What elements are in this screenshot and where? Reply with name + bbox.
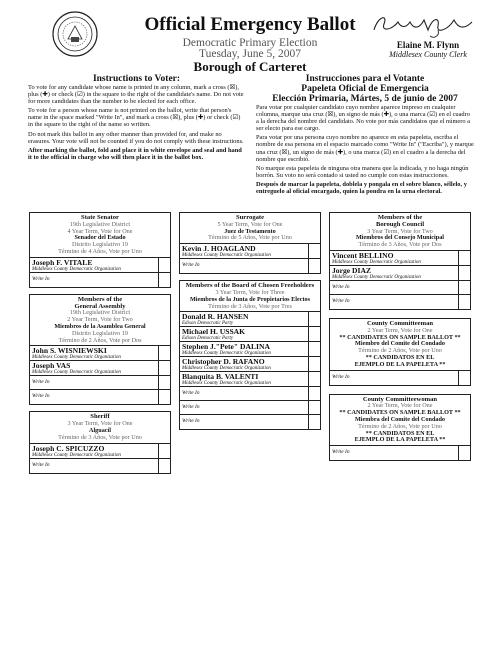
- candidate-row: [180, 357, 320, 372]
- election-date: Tuesday, June 5, 2007: [198, 48, 301, 60]
- candidate-name: Joseph C. SPICUZZO: [32, 443, 105, 453]
- candidate-party: Middlesex County Democratic Organization: [32, 370, 121, 376]
- write-in-row[interactable]: [30, 390, 170, 404]
- candidate-party: Middlesex County Democratic Organization: [182, 366, 271, 372]
- vote-checkbox[interactable]: [158, 258, 170, 272]
- race-term-es: Término de 3 Años, Vote por Tres: [208, 302, 292, 310]
- candidate-row: [180, 372, 320, 387]
- instruction-para: To vote for a person whose name is not printed on the ballot, write that person's name in the space marked "Write In", and mark a cross (☒), plus (✚) or check (☑) in the square to the right of the name so written.: [28, 107, 241, 129]
- clerk-signature-icon: [368, 10, 478, 40]
- vote-checkbox[interactable]: [158, 273, 170, 287]
- instructions-heading: Instrucciones para el Votante: [305, 74, 425, 84]
- race-borough-council: [329, 212, 471, 310]
- vote-checkbox[interactable]: [458, 446, 470, 460]
- vote-checkbox[interactable]: [158, 361, 170, 375]
- candidate-row: [180, 244, 320, 259]
- write-in-row[interactable]: [330, 295, 470, 309]
- candidate-name: Kevin J. HOAGLAND: [182, 244, 256, 254]
- vote-checkbox[interactable]: [158, 459, 170, 473]
- race-title-es: Miembros del Consejo Municipal: [355, 234, 445, 242]
- vote-checkbox[interactable]: [158, 390, 170, 404]
- race-title-es: Miembra del Comite del Condado: [354, 415, 446, 423]
- race-district-es: Distrito Legislativo 19: [71, 241, 129, 249]
- instruction-para: Do not mark this ballot in any other manner than provided for, and make no erasures. Your vote will not be counted if you do not comply with these instructions.: [28, 130, 244, 145]
- race-title-es: Miembros de la Asamblea General: [54, 322, 146, 330]
- vote-checkbox[interactable]: [308, 327, 320, 341]
- write-in-label: Write In: [32, 393, 50, 400]
- race-term: 3 Year Term, Vote for Three: [215, 288, 285, 296]
- write-in-row[interactable]: [180, 387, 320, 401]
- candidate-row: [30, 346, 170, 361]
- race-surrogate: [179, 212, 321, 274]
- race-district-es: Distrito Legislativo 19: [71, 329, 129, 337]
- write-in-label: Write In: [32, 275, 50, 282]
- vote-checkbox[interactable]: [308, 259, 320, 273]
- race-general-assembly: [29, 294, 171, 406]
- candidate-name: Vincent BELLINO: [332, 250, 394, 260]
- candidate-party: Middlesex County Democratic Organization: [332, 259, 421, 265]
- sample-ballot-notice: ** CANDIDATES ON SAMPLE BALLOT **: [339, 333, 461, 341]
- race-title-es: Alguacil: [88, 426, 111, 434]
- race-term-es: Término de 3 Años, Vote por Dos: [358, 241, 442, 249]
- sample-ballot-notice-es: ** CANDIDATOS EN EL: [365, 353, 435, 361]
- sample-ballot-notice: ** CANDIDATES ON SAMPLE BALLOT **: [339, 409, 461, 417]
- write-in-row[interactable]: [330, 281, 470, 295]
- clerk-block: [368, 40, 488, 60]
- vote-checkbox[interactable]: [308, 387, 320, 400]
- race-title: County Committeewoman: [362, 395, 438, 403]
- vote-checkbox[interactable]: [158, 346, 170, 360]
- candidate-party: Middlesex County Democratic Organization: [32, 452, 121, 458]
- instruction-para: No marque esta papeleta de ninguna otra manera que la indicada, y no haga ningún borrón. Su voto no será contado si usted no cumple con estas instrucciones.: [256, 164, 469, 179]
- candidate-party: Middlesex County Democratic Organization: [182, 351, 271, 357]
- ballot-column-2: [179, 212, 321, 430]
- race-title-es: Miembro del Comite del Condado: [355, 340, 445, 348]
- candidate-name: Stephen J."Pete" DALINA: [182, 342, 270, 352]
- race-term: 3 Year Term, Vote for One: [67, 420, 133, 428]
- write-in-label: Write In: [182, 404, 200, 411]
- vote-checkbox[interactable]: [158, 444, 170, 458]
- write-in-label: Write In: [182, 418, 200, 425]
- ballot-column-1: [29, 212, 171, 474]
- candidate-party: Middlesex County Democratic Organization: [182, 253, 271, 259]
- race-title: Sheriff: [90, 413, 110, 421]
- ballot-title: Official Emergency Ballot: [144, 14, 356, 35]
- candidate-name: Donald R. HANSEN: [182, 312, 249, 322]
- race-state-senator: [29, 212, 171, 288]
- race-title: Members of the: [377, 214, 423, 221]
- race-title: Borough Council: [375, 220, 425, 228]
- candidate-party: Middlesex County Democratic Organization: [332, 274, 421, 280]
- candidate-row: [180, 312, 320, 327]
- vote-checkbox[interactable]: [458, 295, 470, 309]
- race-term-es: Término de 2 Años, Vote por Uno: [358, 347, 442, 355]
- race-term-es: Término de 5 Años, Vote por Uno: [208, 234, 292, 242]
- write-in-label: Write In: [182, 262, 200, 269]
- write-in-row[interactable]: [30, 273, 170, 287]
- write-in-row[interactable]: [180, 415, 320, 429]
- candidate-name: John S. WISNIEWSKI: [32, 346, 107, 356]
- race-district: 19th Legislative District: [69, 309, 131, 317]
- vote-checkbox[interactable]: [308, 401, 320, 414]
- write-in-label: Write In: [332, 297, 350, 304]
- race-title: Members of the Board of Chosen Freeholders: [185, 282, 315, 290]
- instruction-para: Para votar por una persona cuyo nombre no aparece en esta papeleta, escriba el nombre de esa persona en el espacio marcado como "Write In" ("Escriba"), y marque una cruz (☒), un signo de más (✚), o una marca (☑) en el cuadro a la derecha del nombre que escribió.: [256, 134, 474, 163]
- sample-ballot-notice-es: EJEMPLO DE LA PAPELETA **: [354, 360, 446, 368]
- candidate-row: [330, 251, 470, 266]
- ballot-column-3: [329, 212, 471, 461]
- race-header: [330, 319, 470, 371]
- candidate-party: Edison Democratic Party: [182, 336, 234, 342]
- candidate-row: [330, 266, 470, 281]
- write-in-row[interactable]: [30, 376, 170, 390]
- write-in-label: Write In: [182, 390, 200, 397]
- race-county-committeeman: [329, 318, 471, 386]
- race-title: Members of the: [77, 295, 123, 303]
- candidate-row: [180, 342, 320, 357]
- race-term: 2 Year Term, Vote for One: [367, 326, 433, 334]
- race-term-es: Término de 2 Años, Vote por Uno: [358, 422, 442, 430]
- vote-checkbox[interactable]: [458, 281, 470, 294]
- vote-checkbox[interactable]: [308, 312, 320, 326]
- write-in-row[interactable]: [330, 446, 470, 460]
- write-in-row[interactable]: [330, 371, 470, 385]
- write-in-label: Write In: [332, 283, 350, 290]
- write-in-row[interactable]: [180, 401, 320, 415]
- race-header: [180, 281, 320, 312]
- sample-ballot-notice-es: EJEMPLO DE LA PAPELETA **: [354, 436, 446, 444]
- candidate-name: Jorge DIAZ: [332, 265, 372, 275]
- candidate-row: [30, 258, 170, 273]
- clerk-name: Elaine M. Flynn: [396, 40, 460, 50]
- instruction-para: After marking the ballot, fold and place it in white envelope and seal and hand it to the official in charge who will then place it in the ballot box.: [28, 146, 242, 161]
- instruction-para: Para votar por cualquier candidato cuyo nombre aparece impreso en cualquier columna, marque una cruz (☒), un signo de más (✚), o una marca (☑) en el cuadro a la derecha del nombre del candidato. No vote por más candidatos que el número a ser electo para ese cargo.: [256, 104, 471, 133]
- write-in-label: Write In: [332, 449, 350, 456]
- candidate-row: [30, 444, 170, 459]
- candidate-name: Joseph VAS: [32, 361, 71, 371]
- race-header: [30, 213, 170, 258]
- vote-checkbox[interactable]: [308, 357, 320, 371]
- race-term: 4 Year Term, Vote for One: [67, 227, 133, 235]
- instruction-para: To vote for any candidate whose name is printed in any column, mark a cross (☒), plus (✚) or check (☑) in the square to the right of the candidate's name. Do not vote for more candidates than the number to be elected for each office.: [28, 84, 244, 106]
- vote-checkbox[interactable]: [458, 251, 470, 265]
- vote-checkbox[interactable]: [458, 371, 470, 385]
- clerk-title: Middlesex County Clerk: [389, 50, 467, 59]
- race-title-es: Miembros de la Junta de Propietarios Electos: [189, 295, 311, 303]
- instructions-heading: Instructions to Voter:: [92, 74, 181, 84]
- instructions-heading: Elección Primaria, Mártes, 5 de junio de 2007: [272, 94, 458, 104]
- instruction-para: Después de marcar la papeleta, doblela y pongala en el sobre blanco, séllelo, y entreguelo al oficial encargado, quien la pondra en la urna electoral.: [256, 180, 467, 196]
- race-header: [330, 213, 470, 251]
- candidate-party: Middlesex County Democratic Organization: [32, 266, 121, 272]
- race-title: State Senator: [81, 214, 119, 221]
- candidate-name: Christopher D. RAFANO: [182, 357, 265, 367]
- race-term-es: Término de 2 Años, Vote por Dos: [58, 336, 142, 344]
- race-term: 2 Year Term, Vote for Two: [67, 316, 133, 324]
- vote-checkbox[interactable]: [308, 342, 320, 356]
- candidate-party: Middlesex County Democratic Organization: [32, 355, 121, 361]
- write-in-label: Write In: [32, 379, 50, 386]
- write-in-row[interactable]: [180, 259, 320, 273]
- race-title: General Assembly: [74, 302, 126, 310]
- race-county-committeewoman: [329, 394, 471, 462]
- candidate-name: Michael H. USSAK: [182, 327, 246, 337]
- vote-checkbox[interactable]: [158, 376, 170, 389]
- candidate-row: [30, 361, 170, 376]
- instructions-english: [28, 74, 245, 163]
- race-title: Surrogate: [235, 214, 265, 221]
- race-title-es: Juez de Testamento: [224, 227, 276, 235]
- election-name: Democratic Primary Election: [182, 37, 318, 49]
- instructions-heading: Papeleta Oficial de Emergencia: [301, 84, 429, 94]
- race-term: 2 Year Term, Vote for One: [367, 402, 433, 410]
- race-title-es: Senador del Estado: [74, 234, 126, 242]
- candidate-row: [180, 327, 320, 342]
- race-sheriff: [29, 411, 171, 473]
- race-header: [30, 295, 170, 347]
- vote-checkbox[interactable]: [308, 244, 320, 258]
- race-term: 3 Year Term, Vote for Two: [367, 227, 433, 235]
- race-term-es: Término de 4 Años, Vote por Uno: [58, 247, 142, 255]
- race-freeholders: [179, 280, 321, 430]
- race-district: 19th Legislative District: [69, 220, 131, 228]
- sample-ballot-notice-es: ** CANDIDATOS EN EL: [365, 429, 435, 437]
- candidate-name: Blanquita B. VALENTI: [182, 372, 259, 382]
- candidate-party: Edison Democratic Party: [182, 321, 234, 327]
- instructions-spanish: [256, 74, 474, 197]
- race-header: [30, 412, 170, 443]
- vote-checkbox[interactable]: [308, 415, 320, 429]
- district-name: Borough of Carteret: [193, 59, 307, 74]
- vote-checkbox[interactable]: [308, 372, 320, 386]
- race-header: [330, 395, 470, 447]
- race-title: County Committeeman: [366, 319, 434, 327]
- race-header: [180, 213, 320, 244]
- candidate-name: Joseph F. VITALE: [32, 257, 93, 267]
- write-in-label: Write In: [332, 373, 350, 380]
- candidate-party: Middlesex County Democratic Organization: [182, 381, 271, 387]
- race-term: 5 Year Term, Vote for One: [217, 220, 283, 228]
- write-in-row[interactable]: [30, 459, 170, 473]
- race-term-es: Término de 3 Años, Vote por Uno: [58, 433, 142, 441]
- vote-checkbox[interactable]: [458, 266, 470, 280]
- write-in-label: Write In: [32, 461, 50, 468]
